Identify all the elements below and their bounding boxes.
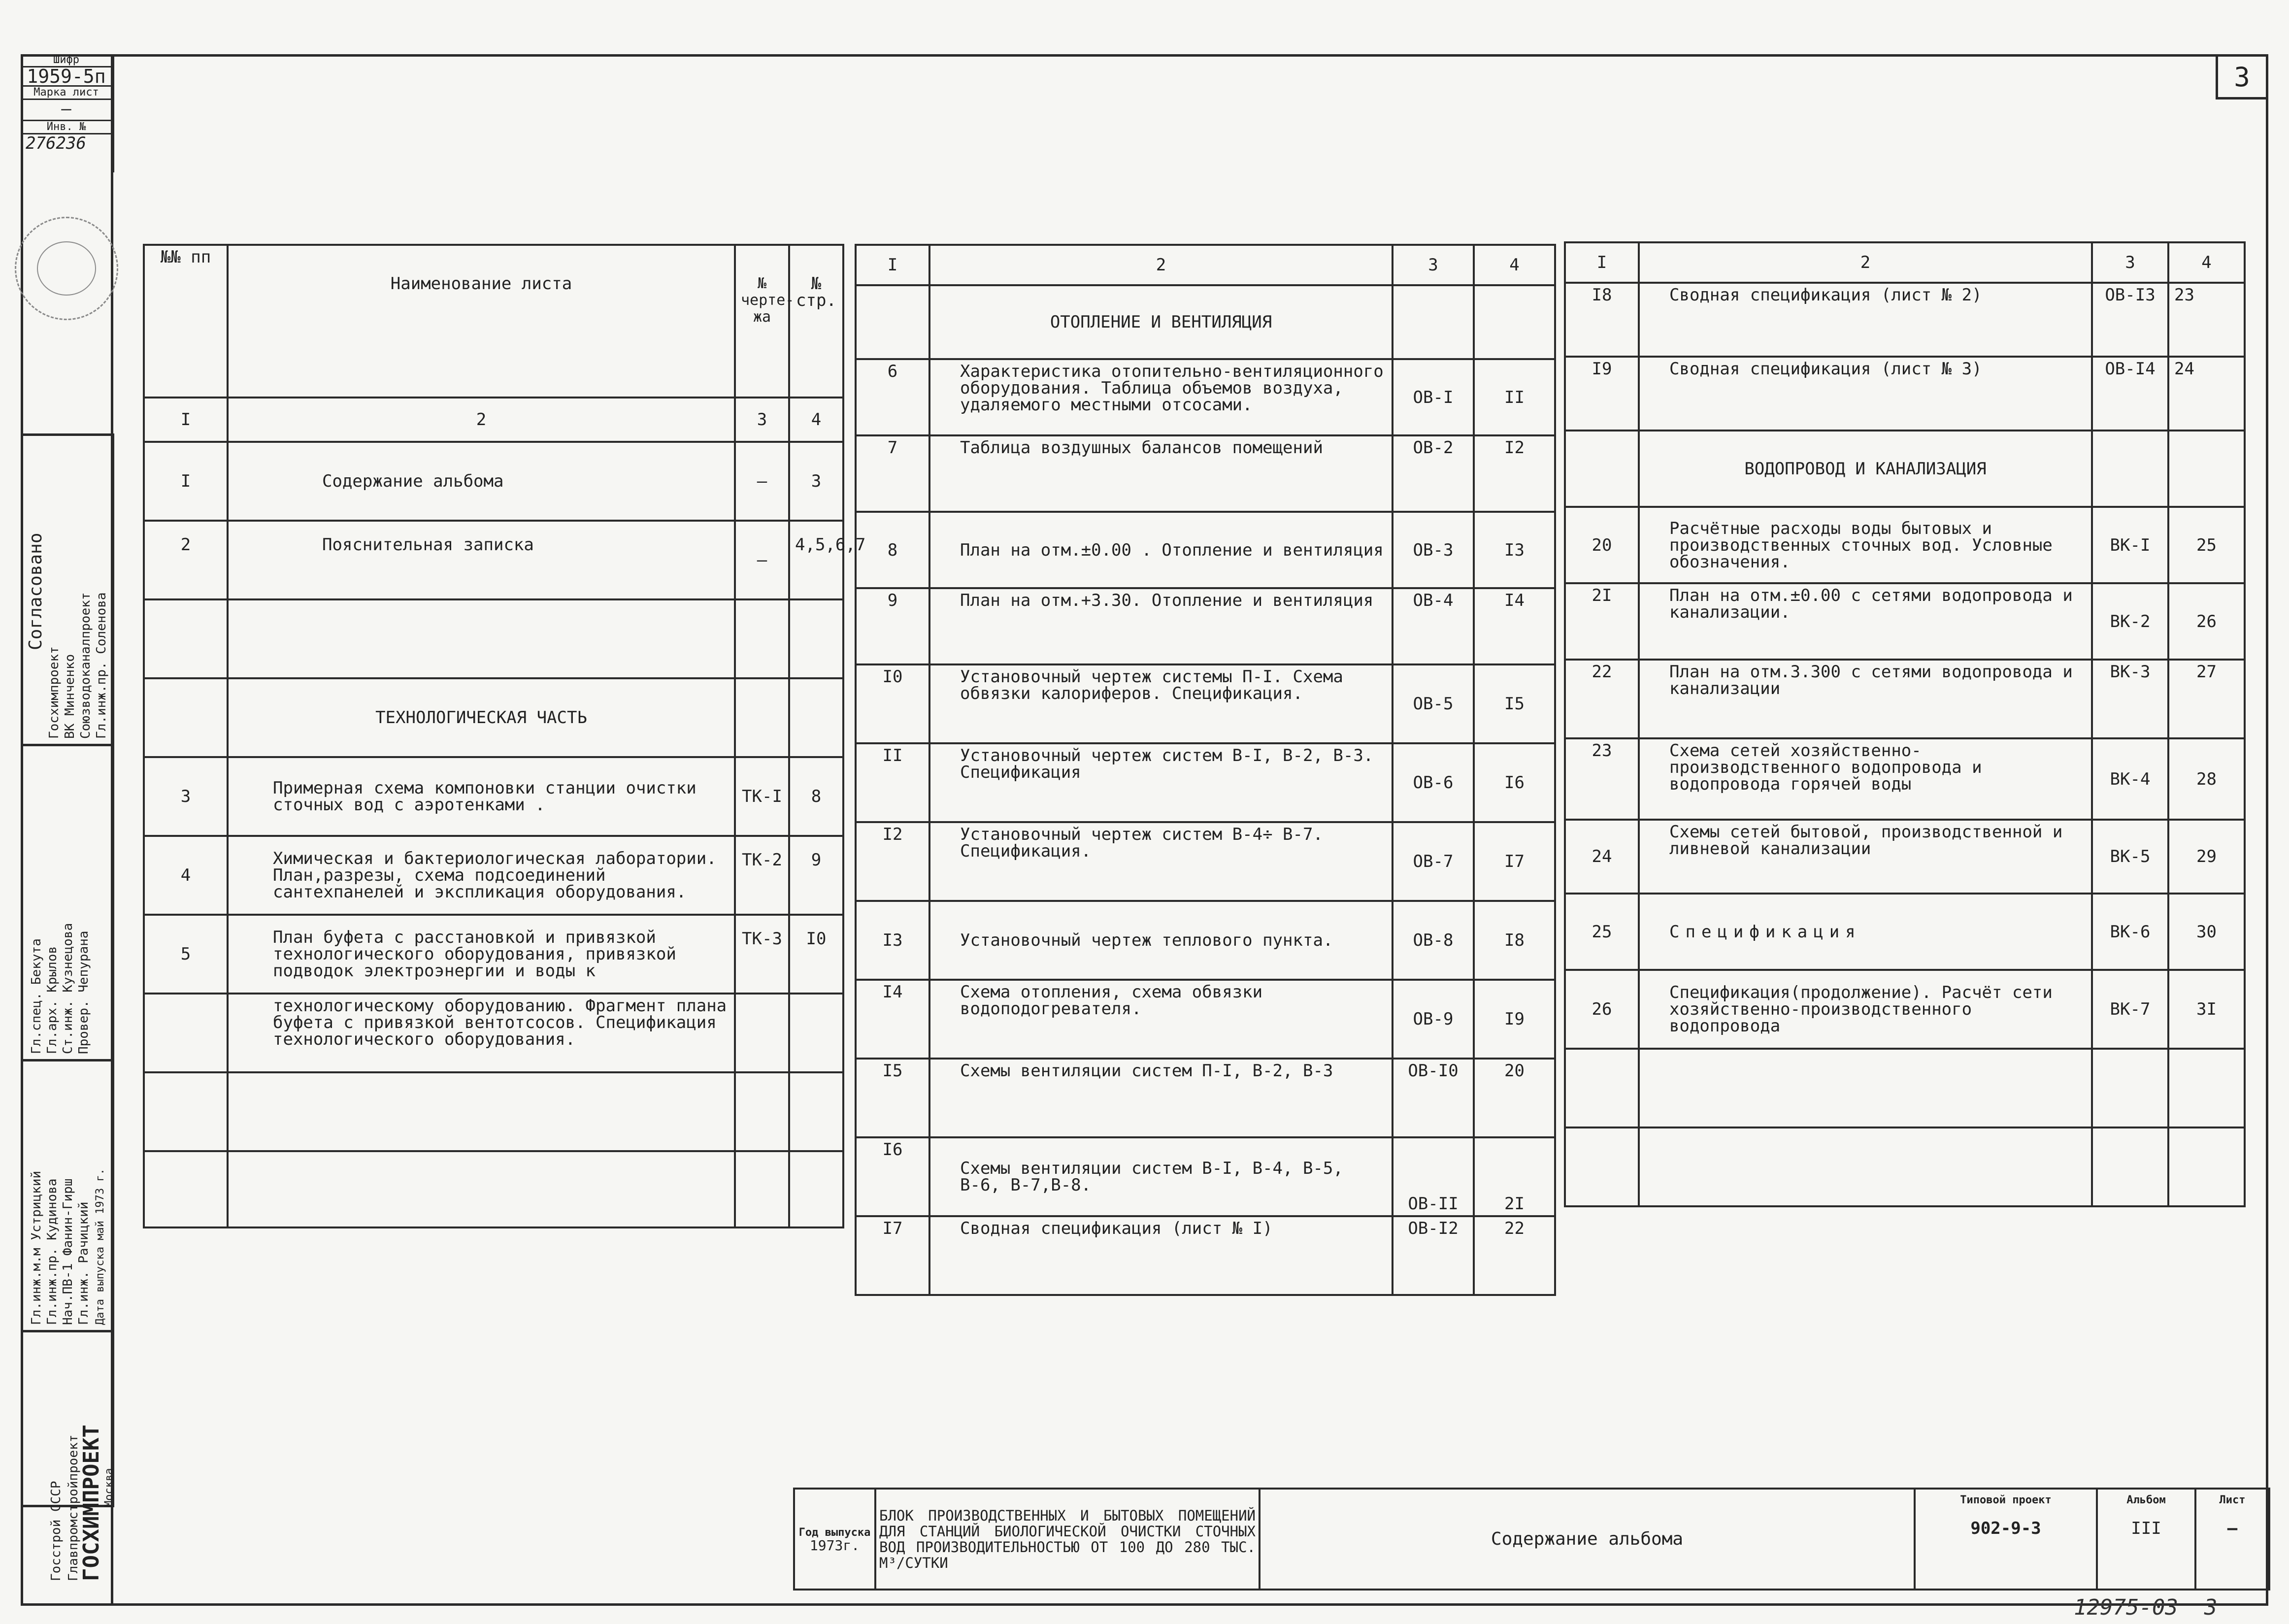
year-value: 1973г. <box>809 1537 860 1554</box>
index-cell: 4 <box>789 398 843 442</box>
org-title-1: Госстрой СССР <box>49 1481 64 1581</box>
col-header-name: Наименование листа <box>228 245 735 398</box>
row-number: I4 <box>856 980 929 1059</box>
list-cell <box>2195 1489 2269 1590</box>
section-title: ОТОПЛЕНИЕ И ВЕНТИЛЯЦИЯ <box>929 285 1393 359</box>
row-title-continued: технологическому оборудованию. Фрагмент плана буфета с привязкой вентотсосов. Спецификация технологического оборудования. <box>228 994 735 1072</box>
table-row <box>1565 660 2245 738</box>
row-page: I9 <box>1474 980 1555 1059</box>
staff-line-2: Гл.арх. Крылов <box>45 946 60 1054</box>
inv-value: 276236 <box>26 133 86 153</box>
row-drawing: ВК-4 <box>2092 738 2168 820</box>
row-title: Установочный чертеж теплового пункта. <box>929 901 1393 980</box>
org-line-2: ВК Минченко <box>63 654 77 739</box>
row-page: 9 <box>789 836 843 915</box>
row-number: 9 <box>856 588 929 664</box>
list-label: Лист <box>2219 1494 2246 1506</box>
approval-stamp-inner-icon <box>37 241 96 296</box>
row-page: I7 <box>1474 822 1555 901</box>
table-row <box>1565 283 2245 357</box>
album-label: Альбом <box>2126 1494 2166 1506</box>
table-row <box>856 1059 1555 1137</box>
table-row <box>856 1137 1555 1216</box>
table-row <box>856 512 1555 588</box>
row-number: 2I <box>1565 583 1639 660</box>
row-page: 24 <box>2168 357 2245 431</box>
row-title: Спецификация <box>1639 894 2092 970</box>
table-row <box>1565 820 2245 894</box>
row-page: 2I <box>1474 1137 1555 1216</box>
row-title: План на отм.3.300 с сетями водопровода и канализации <box>1639 660 2092 738</box>
col-header-name: 2 <box>929 245 1393 285</box>
row-title: План на отм.±0.00 . Отопление и вентиляция <box>929 512 1393 588</box>
row-number: I9 <box>1565 357 1639 431</box>
staff-line-3: Ст.инж. Кузнецова <box>61 923 75 1054</box>
row-drawing: ВК-2 <box>2092 583 2168 660</box>
row-drawing: ОВ-4 <box>1393 588 1474 664</box>
shifr-value: 1959-5п <box>21 67 112 87</box>
col-header-drawing: № черте-жа <box>735 245 789 398</box>
org-line-1: Госхимпроект <box>47 646 62 739</box>
row-drawing: ОВ-3 <box>1393 512 1474 588</box>
issue-date: Дата выпуска май 1973 г. <box>94 1168 106 1325</box>
inv-label: Инв. № <box>21 121 112 134</box>
row-number: I6 <box>856 1137 929 1216</box>
title-block <box>793 1488 2270 1591</box>
row-page: 3I <box>2168 970 2245 1049</box>
col-header-num: I <box>856 245 929 285</box>
row-page: 30 <box>2168 894 2245 970</box>
row-page: I3 <box>1474 512 1555 588</box>
col-header-drawing: 3 <box>2092 242 2168 283</box>
row-number: 7 <box>856 435 929 512</box>
table-row <box>1565 507 2245 583</box>
row-drawing: ОВ-7 <box>1393 822 1474 901</box>
shifr-label: Шифр <box>21 54 112 67</box>
row-drawing: ОВ-6 <box>1393 743 1474 822</box>
row-drawing: ОВ-I4 <box>2092 357 2168 431</box>
typical-project-label: Типовой проект <box>1960 1494 2052 1506</box>
marka-value: — <box>21 100 112 121</box>
row-title: Сводная спецификация (лист № 3) <box>1639 357 2092 431</box>
row-page: I8 <box>1474 901 1555 980</box>
row-drawing: ОВ-I3 <box>2092 283 2168 357</box>
col-header-name: 2 <box>1639 242 2092 283</box>
table-row <box>144 757 843 836</box>
table-header-row <box>1565 242 2245 283</box>
row-page: I0 <box>789 915 843 994</box>
row-title: Схемы вентиляции систем П-I, В-2, В-3 <box>929 1059 1393 1137</box>
row-drawing: – <box>735 442 789 521</box>
table-row <box>144 442 843 521</box>
col-header-page: 4 <box>1474 245 1555 285</box>
row-number: I5 <box>856 1059 929 1137</box>
col-header-num: I <box>1565 242 1639 283</box>
table-row <box>1565 357 2245 431</box>
row-title: Установочный чертеж систем В-4÷ В-7. Спецификация. <box>929 822 1393 901</box>
row-page: I5 <box>1474 664 1555 743</box>
row-number: 25 <box>1565 894 1639 970</box>
row-page: 3 <box>789 442 843 521</box>
row-number: I8 <box>1565 283 1639 357</box>
staff-line-1: Гл.спец. Бекута <box>29 938 44 1054</box>
row-number: I <box>144 442 228 521</box>
section-title: ТЕХНОЛОГИЧЕСКАЯ ЧАСТЬ <box>228 678 735 757</box>
row-drawing: ОВ-2 <box>1393 435 1474 512</box>
staff-line-4: Провер. Чепурана <box>76 930 91 1054</box>
row-number: 3 <box>144 757 228 836</box>
chief-line-2: Гл.инж.пр. Кудинова <box>45 1178 60 1325</box>
table-row <box>1565 583 2245 660</box>
row-number: 22 <box>1565 660 1639 738</box>
row-page: 29 <box>2168 820 2245 894</box>
row-page: 26 <box>2168 583 2245 660</box>
album-cell <box>2097 1489 2195 1590</box>
row-title: Установочный чертеж системы П-I. Схема обвязки калориферов. Спецификация. <box>929 664 1393 743</box>
org-title-3: ГОСХИМПРОЕКТ <box>79 1425 104 1581</box>
row-title: Содержание альбома <box>228 442 735 521</box>
table-header-row <box>856 245 1555 285</box>
row-page: 8 <box>789 757 843 836</box>
row-drawing: ОВ-II <box>1393 1137 1474 1216</box>
shifr-box <box>21 54 114 172</box>
row-page: 28 <box>2168 738 2245 820</box>
row-page: 22 <box>1474 1216 1555 1295</box>
row-number: 20 <box>1565 507 1639 583</box>
chief-line-3: Нач.ПВ-1 Фанин-Гирш <box>61 1178 75 1325</box>
row-page: 23 <box>2168 283 2245 357</box>
index-cell: 2 <box>228 398 735 442</box>
row-drawing: – <box>735 521 789 599</box>
row-title: Сводная спецификация (лист № 2) <box>1639 283 2092 357</box>
index-cell: I <box>144 398 228 442</box>
page-number: 3 <box>2234 61 2250 93</box>
strip-divider <box>21 1059 114 1061</box>
table-row <box>144 1072 843 1151</box>
table-row <box>856 588 1555 664</box>
table-row <box>1565 970 2245 1049</box>
col-header-page: 4 <box>2168 242 2245 283</box>
section-title: ВОДОПРОВОД И КАНАЛИЗАЦИЯ <box>1639 431 2092 507</box>
page-number-box <box>2216 54 2268 99</box>
row-title: План на отм.±0.00 с сетями водопровода и канализации. <box>1639 583 2092 660</box>
row-number: I7 <box>856 1216 929 1295</box>
contents-table-1 <box>143 244 866 1228</box>
table-row <box>856 664 1555 743</box>
row-title: Установочный чертеж систем В-I, В-2, В-3. Спецификация <box>929 743 1393 822</box>
table-row <box>856 1216 1555 1295</box>
row-title: Таблица воздушных балансов помещений <box>929 435 1393 512</box>
table-row <box>1565 738 2245 820</box>
row-drawing: ТК-I <box>735 757 789 836</box>
row-number: 23 <box>1565 738 1639 820</box>
row-number: II <box>856 743 929 822</box>
section-row <box>1565 431 2245 507</box>
table-row <box>144 521 843 599</box>
row-number: I0 <box>856 664 929 743</box>
table-row <box>856 743 1555 822</box>
row-title: Сводная спецификация (лист № I) <box>929 1216 1393 1295</box>
row-title: План на отм.+3.30. Отопление и вентиляция <box>929 588 1393 664</box>
col-header-drawing: 3 <box>1393 245 1474 285</box>
row-page: 4,5,6,7 <box>789 521 843 599</box>
row-page: I4 <box>1474 588 1555 664</box>
row-drawing: ОВ-8 <box>1393 901 1474 980</box>
sheet-title: Содержание альбома <box>1260 1489 1915 1590</box>
row-page: II <box>1474 359 1555 435</box>
strip-divider <box>21 1330 114 1332</box>
row-title: Схема сетей хозяйственно-производственного водопровода и водопровода горячей воды <box>1639 738 2092 820</box>
row-number: 26 <box>1565 970 1639 1049</box>
row-number: 2 <box>144 521 228 599</box>
table-row <box>856 822 1555 901</box>
row-number: I2 <box>856 822 929 901</box>
row-number: 24 <box>1565 820 1639 894</box>
project-title: БЛОК ПРОИЗВОДСТВЕННЫХ И БЫТОВЫХ ПОМЕЩЕНИЙ ДЛЯ СТАНЦИЙ БИОЛОГИЧЕСКОЙ ОЧИСТКИ СТОЧНЫХ ВОД ПРОИЗВОДИТЕЛЬНОСТЬЮ ОТ 100 ДО 280 ТЫС. М³/СУТКИ <box>875 1489 1260 1590</box>
row-number: 5 <box>144 915 228 994</box>
row-title: Схема отопления, схема обвязки водоподогревателя. <box>929 980 1393 1059</box>
contents-table-3 <box>1564 241 2246 1207</box>
row-number: I3 <box>856 901 929 980</box>
org-line-3: Союзводоканалпроект <box>78 592 93 739</box>
contents-table-2 <box>855 244 1556 1296</box>
chief-line-4: Гл.инж. Рачицкий <box>76 1201 91 1325</box>
strip-divider <box>21 744 114 746</box>
table-row <box>856 435 1555 512</box>
album-value: III <box>2131 1519 2161 1538</box>
table-row <box>144 915 843 994</box>
col-header-num: №№ пп <box>144 245 228 398</box>
table-row <box>1565 1127 2245 1206</box>
chief-line-1: Гл.инж.м.м Устрицкий <box>29 1170 44 1325</box>
table-row <box>144 1151 843 1227</box>
typical-project-cell <box>1915 1489 2097 1590</box>
row-title: Химическая и бактериологическая лаборатории. План,разрезы, схема подсоединений сантехпанелей и экспликация оборудования. <box>228 836 735 915</box>
table-row <box>856 980 1555 1059</box>
row-number: 6 <box>856 359 929 435</box>
index-cell: 3 <box>735 398 789 442</box>
row-page: I2 <box>1474 435 1555 512</box>
row-title: Примерная схема компоновки станции очистки сточных вод с аэротенками . <box>228 757 735 836</box>
table-row <box>144 994 843 1072</box>
col-header-page: № стр. <box>789 245 843 398</box>
list-value: — <box>2227 1519 2238 1538</box>
row-drawing: ОВ-I <box>1393 359 1474 435</box>
row-number: 4 <box>144 836 228 915</box>
row-number: 8 <box>856 512 929 588</box>
row-drawing: ТК-2 <box>735 836 789 915</box>
row-drawing: ОВ-9 <box>1393 980 1474 1059</box>
typical-project-value: 902-9-3 <box>1970 1519 2041 1538</box>
row-drawing: ТК-3 <box>735 915 789 994</box>
table-header-row <box>144 245 843 398</box>
row-title: Схемы сетей бытовой, производственной и ливневой канализации <box>1639 820 2092 894</box>
row-title: Пояснительная записка <box>228 521 735 599</box>
row-page: 25 <box>2168 507 2245 583</box>
soglasovano-label: Согласовано <box>26 532 46 650</box>
row-title: Характеристика отопительно-вентиляционного оборудования. Таблица объемов воздуха, удаляемого местными отсосами. <box>929 359 1393 435</box>
marka-label: Марка лист <box>21 87 112 100</box>
row-drawing: ОВ-I2 <box>1393 1216 1474 1295</box>
row-drawing: ВК-6 <box>2092 894 2168 970</box>
table-row <box>856 901 1555 980</box>
table-row <box>1565 1049 2245 1127</box>
row-title: Расчётные расходы воды бытовых и производственных сточных вод. Условные обозначения. <box>1639 507 2092 583</box>
section-row <box>144 678 843 757</box>
row-drawing: ВК-7 <box>2092 970 2168 1049</box>
section-row <box>856 285 1555 359</box>
archive-code: 12975-03 3 <box>2074 1595 2218 1620</box>
row-page: 27 <box>2168 660 2245 738</box>
year-cell <box>794 1489 875 1590</box>
table-row <box>1565 894 2245 970</box>
row-page: I6 <box>1474 743 1555 822</box>
table-row <box>144 836 843 915</box>
table-row <box>856 359 1555 435</box>
org-line-4: Гл.инж.пр. Соленова <box>94 592 109 739</box>
row-drawing: ВК-I <box>2092 507 2168 583</box>
row-title: Спецификация(продолжение). Расчёт сети хозяйственно-производственного водопровода <box>1639 970 2092 1049</box>
org-title-2: Главпромстройпроект <box>66 1434 81 1581</box>
row-title: Схемы вентиляции систем В-I, В-4, В-5, В-6, В-7,В-8. <box>929 1137 1393 1216</box>
row-page: 20 <box>1474 1059 1555 1137</box>
table-index-row <box>144 398 843 442</box>
row-drawing: ВК-3 <box>2092 660 2168 738</box>
row-drawing: ОВ-I0 <box>1393 1059 1474 1137</box>
row-drawing: ВК-5 <box>2092 820 2168 894</box>
year-label: Год выпуска <box>798 1526 871 1539</box>
row-drawing: ОВ-5 <box>1393 664 1474 743</box>
table-row <box>144 599 843 678</box>
org-title-4: Москва <box>103 1468 115 1507</box>
row-title: План буфета с расстановкой и привязкой технологического оборудования, привязкой подводок электроэнергии и воды к <box>228 915 735 994</box>
